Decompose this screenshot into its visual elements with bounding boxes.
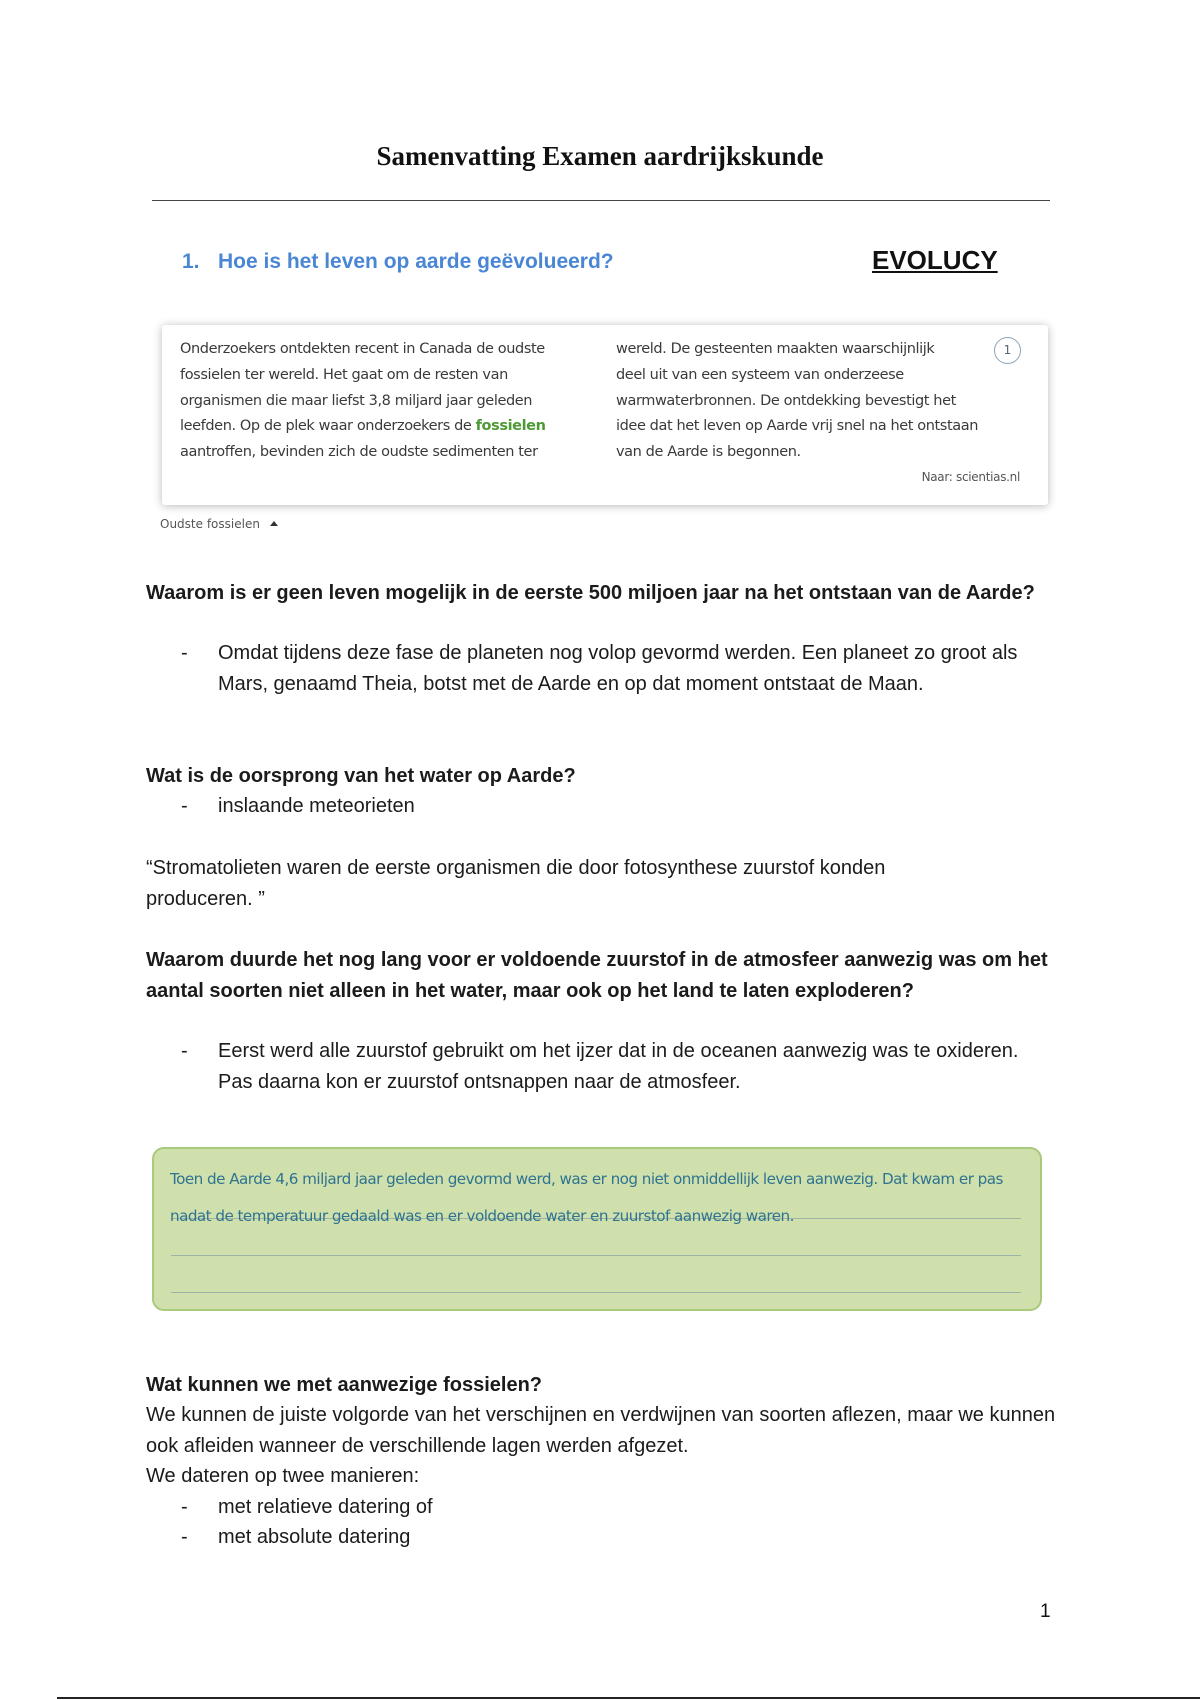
- section-heading-text: Hoe is het leven op aarde geëvolueerd?: [218, 250, 614, 273]
- page-bottom-rule: [57, 1697, 1200, 1699]
- excerpt-line: [180, 414, 590, 440]
- writing-line: [171, 1292, 1021, 1293]
- answer-1-text: Omdat tijdens deze fase de planeten nog volop gevormd werden. Een planeet zo groot als Mars, genaamd Theia, botst met de Aarde en op dat moment ontstaat de Maan.: [218, 642, 1018, 695]
- answer-2: [181, 791, 1041, 822]
- dating-method-1: [181, 1492, 1041, 1523]
- section-label: EVOLUCY: [872, 245, 998, 275]
- document-title: Samenvatting Examen aardrijkskunde: [376, 141, 824, 171]
- source-excerpt-right-column: [616, 337, 1016, 466]
- bullet-dash: -: [181, 795, 188, 817]
- dating-method-2-text: met absolute datering: [218, 1526, 411, 1548]
- excerpt-caption: [160, 517, 278, 531]
- bullet-dash: -: [181, 1526, 188, 1548]
- excerpt-line: idee dat het leven op Aarde vrij snel na het ontstaan: [616, 418, 979, 435]
- caret-up-icon: [270, 521, 278, 526]
- answer-1: [181, 638, 1041, 700]
- excerpt-line: deel uit van een systeem van onderzeese: [616, 366, 904, 383]
- question-1: Waarom is er geen leven mogelijk in de eerste 500 miljoen jaar na het ontstaan van de Aarde?: [146, 582, 1035, 604]
- source-excerpt-left-column: [180, 337, 590, 466]
- answer-2-text: inslaande meteorieten: [218, 795, 415, 817]
- excerpt-line: van de Aarde is begonnen.: [616, 444, 801, 461]
- excerpt-line: wereld. De gesteenten maakten waarschijnlijk: [616, 341, 935, 357]
- answer-3-text: Eerst werd alle zuurstof gebruikt om het ijzer dat in de oceanen aanwezig was te oxideren. Pas daarna kon er zuurstof ontsnappen naar de atmosfeer.: [218, 1040, 1019, 1093]
- question-2: Wat is de oorsprong van het water op Aarde?: [146, 765, 576, 787]
- keyword-highlight: fossielen: [475, 418, 546, 435]
- dating-intro: We dateren op twee manieren:: [146, 1465, 420, 1487]
- section-heading: [182, 250, 614, 274]
- question-3: Waarom duurde het nog lang voor er voldoende zuurstof in de atmosfeer aanwezig was om het aantal soorten niet alleen in het water, maar ook op het land te laten exploderen?: [146, 949, 1048, 1002]
- stromatolites-quote: “Stromatolieten waren de eerste organismen die door fotosynthese zuurstof konden produceren. ”: [146, 857, 886, 910]
- bullet-dash: -: [181, 642, 188, 664]
- excerpt-line-text: leefden. Op de plek waar onderzoekers de: [180, 418, 476, 435]
- summary-note-text: Toen de Aarde 4,6 miljard jaar geleden gevormd werd, was er nog niet onmiddellijk leven aanwezig. Dat kwam er pas nadat de temperatuur gedaald was en er voldoende water en zuurstof aanwezig waren.: [170, 1170, 1003, 1225]
- bullet-dash: -: [181, 1040, 188, 1062]
- summary-note-box: [152, 1147, 1042, 1311]
- caption-text: Oudste fossielen: [160, 517, 260, 531]
- excerpt-number-badge: 1: [994, 337, 1021, 364]
- answer-4: We kunnen de juiste volgorde van het verschijnen en verdwijnen van soorten aflezen, maar we kunnen ook afleiden wanneer de verschillende lagen werden afgezet.: [146, 1404, 1056, 1457]
- title-divider: [152, 200, 1050, 201]
- excerpt-line: warmwaterbronnen. De ontdekking bevestigt het: [616, 392, 956, 409]
- excerpt-line: Onderzoekers ontdekten recent in Canada de oudste: [180, 341, 545, 357]
- writing-line: [171, 1255, 1021, 1256]
- excerpt-line: organismen die maar liefst 3,8 miljard jaar geleden: [180, 392, 533, 409]
- excerpt-line: fossielen ter wereld. Het gaat om de resten van: [180, 366, 508, 383]
- dating-method-1-text: met relatieve datering of: [218, 1496, 433, 1518]
- answer-3: [181, 1036, 1041, 1098]
- source-excerpt-box: [162, 325, 1048, 505]
- question-4: Wat kunnen we met aanwezige fossielen?: [146, 1374, 543, 1396]
- excerpt-line: aantroffen, bevinden zich de oudste sedimenten ter: [180, 444, 538, 461]
- section-number: 1.: [182, 250, 200, 273]
- dating-method-2: [181, 1522, 1041, 1553]
- page-number: 1: [1040, 1601, 1051, 1622]
- bullet-dash: -: [181, 1496, 188, 1518]
- excerpt-source: Naar: scientias.nl: [921, 470, 1020, 484]
